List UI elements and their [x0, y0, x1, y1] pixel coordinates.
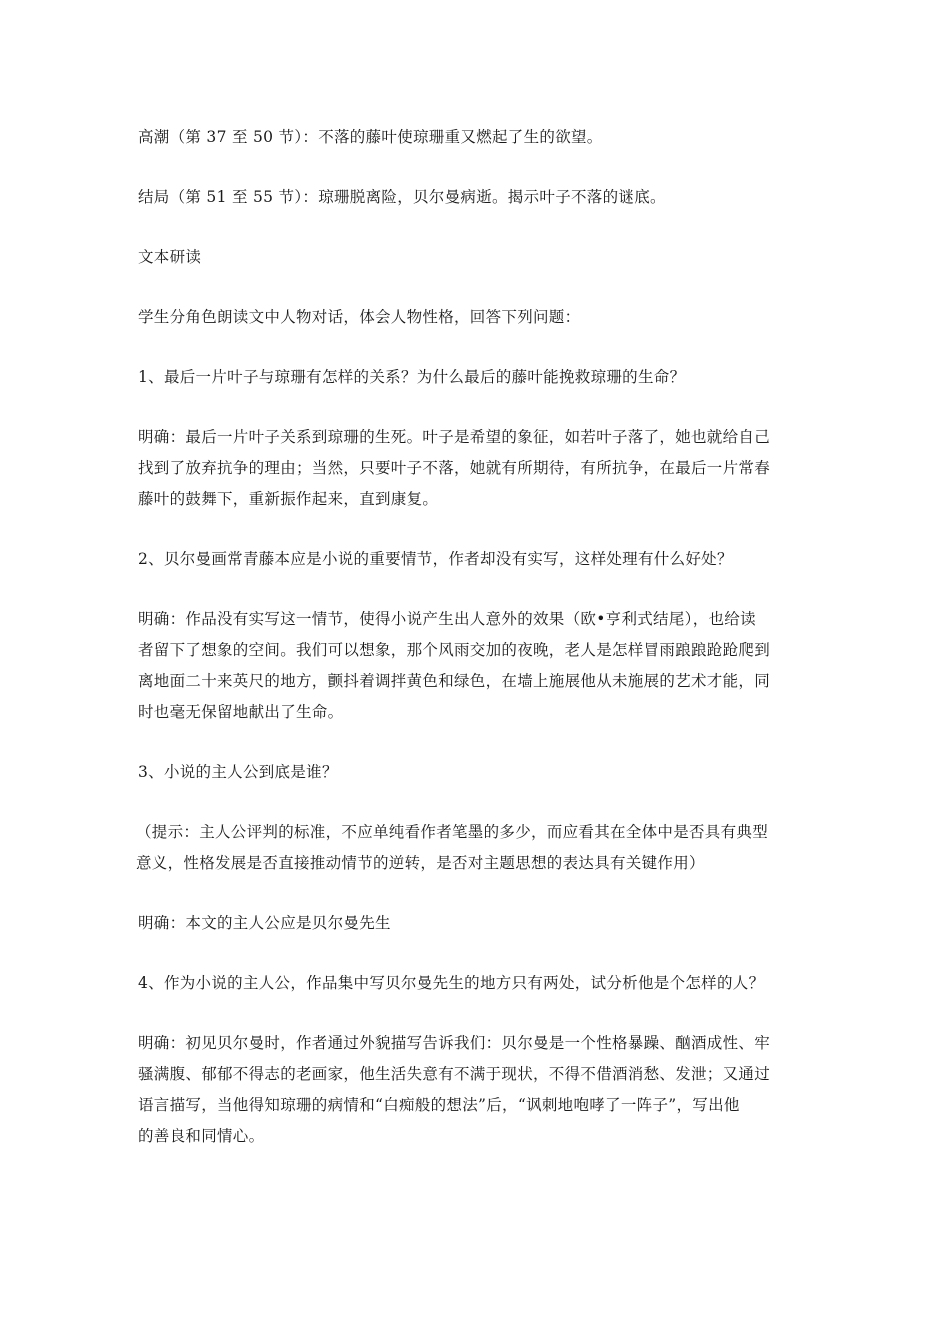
question-1	[138, 362, 818, 393]
question-2	[138, 544, 818, 575]
text-line: 意义，性格发展是否直接推动情节的逆转，是否对主题思想的表达具有关键作用）	[136, 854, 705, 872]
text-line: 时也毫无保留地献出了生命。	[138, 703, 344, 721]
text-line: 1、最后一片叶子与琼珊有怎样的关系？为什么最后的藤叶能挽救琼珊的生命？	[138, 368, 686, 386]
paragraph-instruction	[138, 302, 818, 333]
text-line: 找到了放弃抗争的理由；当然，只要叶子不落，她就有所期待，有所抗争，在最后一片常春	[138, 459, 771, 477]
text-line: 3、小说的主人公到底是谁？	[138, 763, 338, 781]
text-line: 明确：本文的主人公应是贝尔曼先生	[138, 914, 391, 932]
text-line: 文本研读	[138, 248, 202, 266]
answer-3	[138, 908, 818, 939]
text-line: 离地面二十来英尺的地方，颤抖着调拌黄色和绿色，在墙上施展他从未施展的艺术才能，同	[138, 672, 771, 690]
text-line: 学生分角色朗读文中人物对话，体会人物性格，回答下列问题：	[138, 308, 581, 326]
section-heading	[138, 242, 818, 273]
text-line: 骚满腹、郁郁不得志的老画家，他生活失意有不满于现状，不得不借酒消愁、发泄；又通过	[138, 1065, 771, 1083]
text-line: 语言描写，当他得知琼珊的病情和“白痴般的想法”后，“讽刺地咆哮了一阵子”，写出他	[138, 1096, 740, 1114]
text-line: （提示：主人公评判的标准，不应单纯看作者笔墨的多少，而应看其在全体中是否具有典型	[136, 823, 769, 841]
question-4	[138, 968, 818, 999]
text-line: 明确：作品没有实写这一情节，使得小说产生出人意外的效果（欧•亨利式结尾），也给读	[138, 610, 756, 628]
answer-2	[138, 604, 818, 728]
text-line: 结局（第 51 至 55 节）：琼珊脱离险，贝尔曼病逝。揭示叶子不落的谜底。	[138, 188, 666, 206]
text-line: 4、作为小说的主人公，作品集中写贝尔曼先生的地方只有两处，试分析他是个怎样的人？	[138, 974, 765, 992]
text-line: 高潮（第 37 至 50 节）：不落的藤叶使琼珊重又燃起了生的欲望。	[138, 128, 603, 146]
text-line: 明确：最后一片叶子关系到琼珊的生死。叶子是希望的象征，如若叶子落了，她也就给自己	[138, 428, 771, 446]
question-3	[138, 757, 818, 788]
text-line: 2、贝尔曼画常青藤本应是小说的重要情节，作者却没有实写，这样处理有什么好处？	[138, 550, 733, 568]
paragraph-climax	[138, 122, 818, 153]
text-line: 的善良和同情心。	[138, 1127, 265, 1145]
hint-3	[136, 817, 818, 879]
answer-1	[138, 422, 818, 515]
text-line: 者留下了想象的空间。我们可以想象，那个风雨交加的夜晚，老人是怎样冒雨踉踉跄跄爬到	[138, 641, 771, 659]
text-line: 藤叶的鼓舞下，重新振作起来，直到康复。	[138, 490, 439, 508]
text-line: 明确：初见贝尔曼时，作者通过外貌描写告诉我们：贝尔曼是一个性格暴躁、酗酒成性、牢	[138, 1034, 771, 1052]
paragraph-ending	[138, 182, 818, 213]
answer-4	[138, 1028, 818, 1152]
document-page	[138, 122, 818, 1181]
